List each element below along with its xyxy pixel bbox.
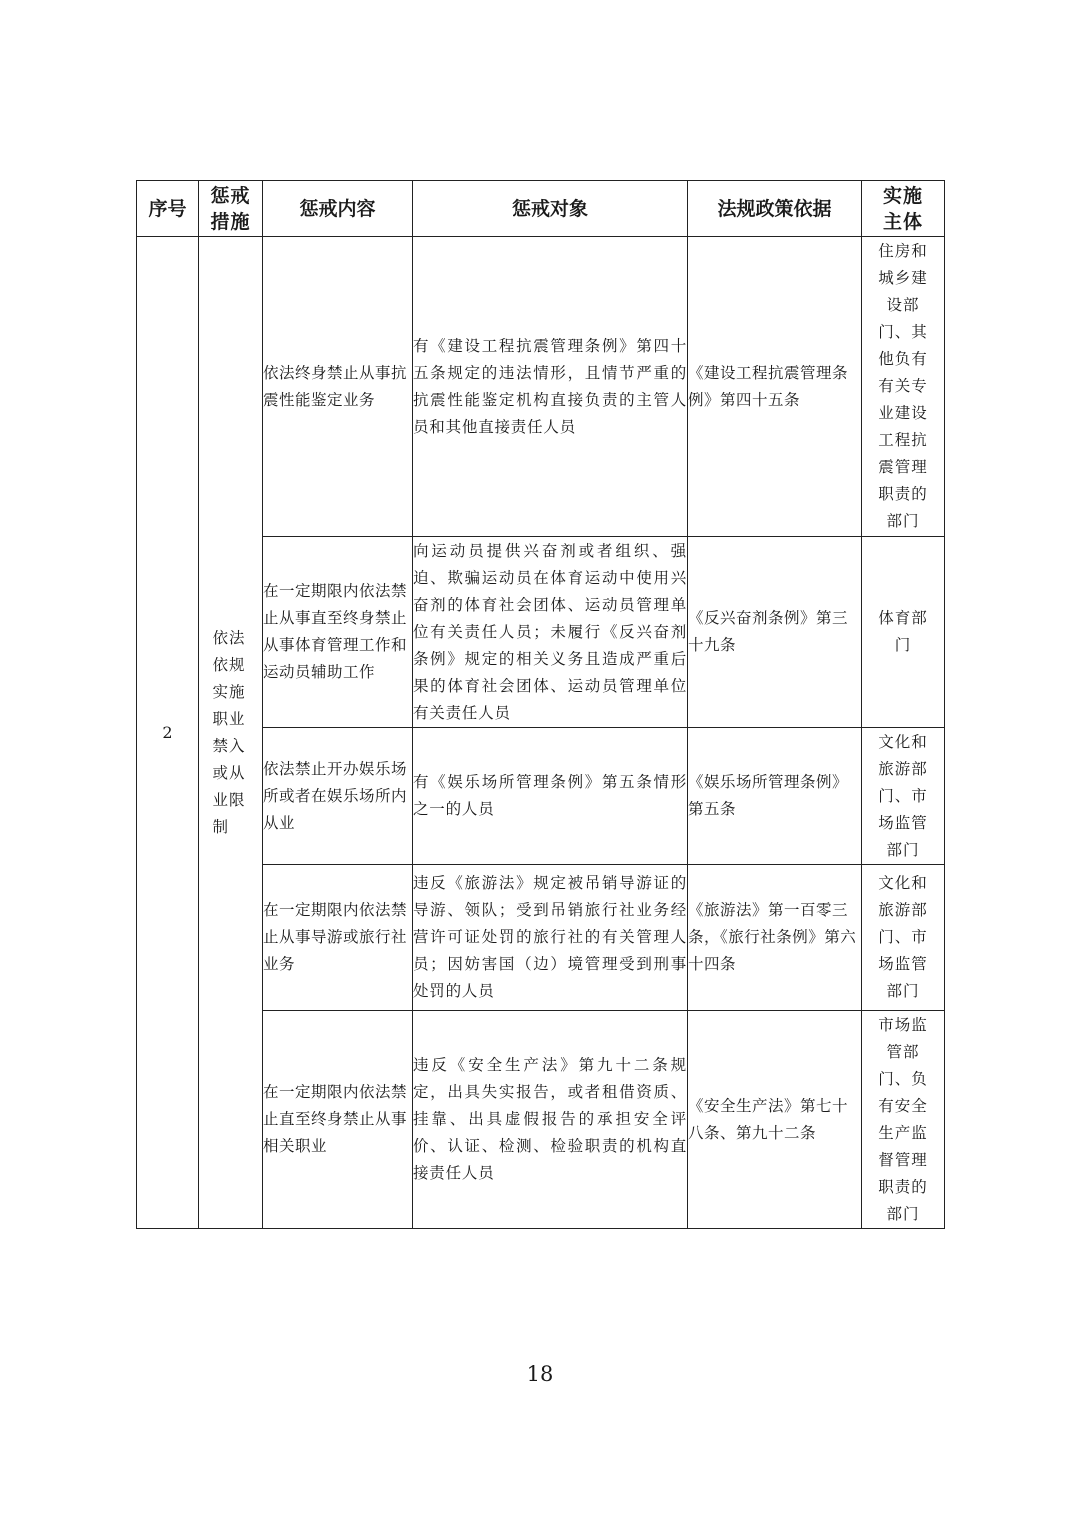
penalty-table [136,180,945,1229]
entity-cell: 文化和旅游部门、市场监管部门 [862,728,945,865]
header-measure: 惩戒措施 [199,181,263,237]
page-number: 18 [526,1362,554,1386]
header-basis: 法规政策依据 [688,181,862,237]
target-cell: 违反《旅游法》规定被吊销导游证的导游、领队；受到吊销旅行社业务经营许可证处罚的旅行社的有关管理人员；因妨害国（边）境管理受到刑事处罚的人员 [413,865,688,1011]
basis-cell: 《反兴奋剂条例》第三十九条 [688,537,862,728]
entity-cell: 文化和旅游部门、市场监管部门 [862,865,945,1011]
content-cell: 依法禁止开办娱乐场所或者在娱乐场所内从业 [263,728,413,865]
header-content: 惩戒内容 [263,181,413,237]
entity-cell: 市场监管部门、负有安全生产监督管理职责的部门 [862,1011,945,1229]
target-cell: 有《建设工程抗震管理条例》第四十五条规定的违法情形，且情节严重的抗震性能鉴定机构直接负责的主管人员和其他直接责任人员 [413,237,688,537]
table-header-row [137,181,945,237]
table-row [137,237,945,537]
content-cell: 在一定期限内依法禁止从事直至终身禁止从事体育管理工作和运动员辅助工作 [263,537,413,728]
content-cell: 在一定期限内依法禁止直至终身禁止从事相关职业 [263,1011,413,1229]
basis-cell: 《娱乐场所管理条例》第五条 [688,728,862,865]
basis-cell: 《安全生产法》第七十八条、第九十二条 [688,1011,862,1229]
entity-cell: 住房和城乡建设部门、其他负有有关专业建设工程抗震管理职责的部门 [862,237,945,537]
content-cell: 依法终身禁止从事抗震性能鉴定业务 [263,237,413,537]
header-target: 惩戒对象 [413,181,688,237]
content-cell: 在一定期限内依法禁止从事导游或旅行社业务 [263,865,413,1011]
basis-cell: 《旅游法》第一百零三条，《旅行社条例》第六十四条 [688,865,862,1011]
target-cell: 违反《安全生产法》第九十二条规定，出具失实报告，或者租借资质、挂靠、出具虚假报告的承担安全评价、认证、检测、检验职责的机构直接责任人员 [413,1011,688,1229]
header-entity: 实施主体 [862,181,945,237]
seq-cell: 2 [137,237,199,1229]
header-seq: 序号 [137,181,199,237]
basis-cell: 《建设工程抗震管理条例》第四十五条 [688,237,862,537]
entity-cell: 体育部门 [862,537,945,728]
target-cell: 有《娱乐场所管理条例》第五条情形之一的人员 [413,728,688,865]
measure-cell: 依法依规实施职业禁入或从业限制 [199,237,263,1229]
target-cell: 向运动员提供兴奋剂或者组织、强迫、欺骗运动员在体育运动中使用兴奋剂的体育社会团体、运动员管理单位有关责任人员；未履行《反兴奋剂条例》规定的相关义务且造成严重后果的体育社会团体、运动员管理单位有关责任人员 [413,537,688,728]
